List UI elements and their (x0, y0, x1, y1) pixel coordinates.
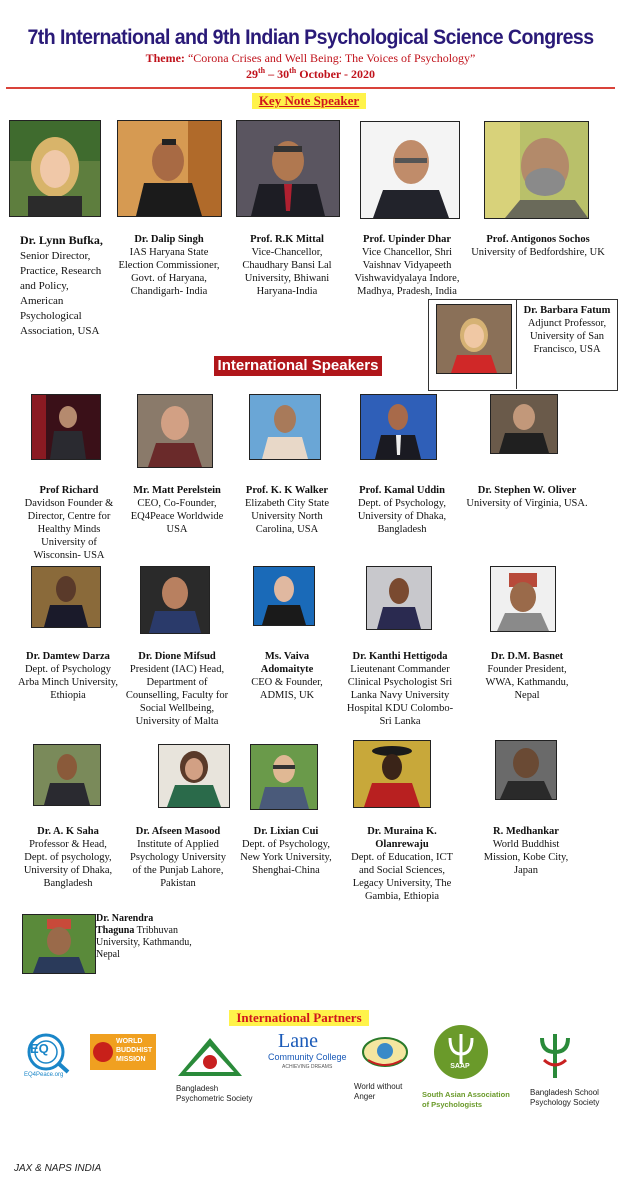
speaker-desc: Vice-Chancellor, Chaudhary Bansi Lal University, Bhiwani Haryana-India (242, 247, 332, 297)
speaker-desc: Elizabeth City State University North Carolina, USA (245, 498, 329, 535)
caption-matt-perelstein (124, 484, 230, 536)
speaker-desc: President (IAC) Head, Department of Counselling, Faculty for Social Wellbeing, University of Malta (125, 664, 229, 727)
wbm-line2: BUDDHIST (116, 1047, 153, 1054)
caption-lixian-cui (236, 825, 336, 877)
caption-ak-saha (18, 825, 118, 890)
photo-dalip-singh (117, 120, 222, 217)
speaker-name: Dr. Dalip Singh (134, 234, 204, 245)
lane-logo (268, 1030, 352, 1082)
wwa-label-line1: World without (354, 1082, 403, 1091)
speaker-desc: Dept. of Psychology, New York University, Shenghai-China (240, 839, 332, 876)
international-heading: International Speakers (214, 356, 382, 376)
keynote-heading: Key Note Speaker (252, 93, 366, 109)
speaker-name: Dr. D.M. Basnet (490, 651, 564, 662)
photo-kamal-uddin (360, 394, 437, 460)
photo-barbara-fatum (436, 304, 512, 374)
saap-label-line1: South Asian Association (422, 1090, 510, 1099)
speaker-name: R. Medhankar (493, 826, 559, 837)
speaker-desc: World Buddhist Mission, Kobe City, Japan (483, 839, 569, 876)
photo-vaiva-adomaityte (253, 566, 315, 626)
photo-kanthi-hettigoda (366, 566, 432, 630)
speaker-desc: Professor & Head, Dept. of psychology, University of Dhaka, Bangladesh (23, 839, 113, 889)
bps-label (176, 1084, 252, 1104)
caption-kanthi-hettigoda (344, 650, 456, 728)
caption-upinder-dhar (354, 233, 460, 298)
speaker-name: Dr. Lixian Cui (253, 826, 319, 837)
bsps-label-line2: Psychology Society (530, 1098, 600, 1107)
wwa-logo (360, 1034, 410, 1070)
wwa-label (354, 1082, 402, 1102)
saap-logo (432, 1024, 490, 1080)
photo-ak-saha (33, 744, 101, 806)
date-end-sup: th (289, 66, 297, 75)
caption-rk-mittal (235, 233, 339, 298)
caption-afseen-masood (126, 825, 230, 890)
speaker-name: Dr. Lynn Bufka, (20, 233, 103, 247)
speaker-desc: Vice Chancellor, Shri Vaishnav Vidyapeeth Vishwavidyalaya Indore, Madhya, Pradesh, India (354, 247, 460, 297)
speaker-name: Ms. Vaiva Adomaityte (260, 651, 314, 675)
speaker-name: Prof. Upinder Dhar (363, 234, 451, 245)
partners-heading: International Partners (229, 1010, 369, 1026)
speaker-name: Prof. Antigonos Sochos (486, 234, 590, 245)
caption-r-medhankar (474, 825, 578, 877)
speaker-name: Prof. Kamal Uddin (359, 485, 445, 496)
speaker-name: Dr. Muraina K. Olanrewaju (367, 826, 437, 850)
photo-stephen-oliver (490, 394, 558, 454)
bps-label-line2: Psychometric Society (176, 1094, 253, 1103)
caption-kk-walker (237, 484, 337, 536)
wbm-logo (90, 1034, 156, 1070)
caption-damtew-darza (18, 650, 118, 702)
photo-matt-perelstein (137, 394, 213, 468)
header-divider (6, 87, 615, 89)
caption-lynn-bufka (20, 233, 104, 339)
speaker-desc: Adjunct Professor, University of San Francisco, USA (527, 318, 607, 355)
theme-text: “Corona Crises and Well Being: The Voices of Psychology” (187, 51, 476, 65)
photo-dione-mifsud (140, 566, 210, 634)
speaker-name: Dr. Damtew Darza (26, 651, 110, 662)
photo-narendra-thaguna (22, 914, 96, 974)
eq4peace-logo-text: EQ (30, 1041, 49, 1056)
speaker-desc: Founder President, WWA, Kathmandu, Nepal (485, 664, 569, 701)
caption-narendra-thaguna (96, 913, 192, 961)
eq4peace-label: EQ4Peace.org (24, 1072, 64, 1078)
speaker-name: Dr. Afseen Masood (135, 826, 221, 837)
caption-stephen-oliver (466, 484, 588, 510)
bsps-label-line1: Bangladesh School (530, 1088, 599, 1097)
wwa-label-line2: Anger (354, 1092, 376, 1101)
speaker-name: Dr. Kanthi Hettigoda (352, 651, 448, 662)
theme-label: Theme: (145, 51, 185, 65)
photo-lynn-bufka (9, 120, 101, 217)
bsps-label (530, 1088, 599, 1108)
date-start-sup: th (257, 66, 266, 75)
speaker-desc: Davidson Founder & Director, Centre for Healthy Minds University of Wisconsin- USA (24, 498, 114, 561)
speaker-desc: Institute of Applied Psychology University of the Punjab Lahore, Pakistan (130, 839, 226, 889)
photo-r-medhankar (495, 740, 557, 800)
speaker-desc: Dept. of Psychology, University of Dhaka, Bangladesh (357, 498, 447, 535)
wbm-line1: WORLD (116, 1038, 143, 1045)
lane-line2: Community College (268, 1052, 347, 1062)
bps-logo (176, 1036, 244, 1078)
saap-label (422, 1090, 510, 1110)
event-dates (0, 66, 621, 82)
date-start: 29 (245, 67, 258, 81)
photo-richard-davidson (31, 394, 101, 460)
photo-dm-basnet (490, 566, 556, 632)
caption-dione-mifsud (124, 650, 230, 728)
caption-muraina-olanrewaju (344, 825, 460, 903)
photo-muraina-olanrewaju (353, 740, 431, 808)
speaker-desc: IAS Haryana State Election Commissioner, Govt. of Haryana, Chandigarh- India (118, 247, 220, 297)
photo-kk-walker (249, 394, 321, 460)
speaker-name: Prof. K. K Walker (245, 485, 329, 496)
speaker-desc: Lieutenant Commander Clinical Psychologist Sri Lanka Navy University Hospital KDU Colombo-Sri Lanka (346, 664, 454, 727)
lane-word: Lane (278, 1030, 318, 1052)
speaker-name: Dr. Stephen W. Oliver (477, 485, 577, 496)
bps-label-line1: Bangladesh (176, 1084, 219, 1093)
caption-richard-davidson (20, 484, 118, 562)
speaker-desc: Dept. of Education, ICT and Social Sciences, Legacy University, The Gambia, Ethiopia (351, 852, 453, 902)
theme-line (0, 51, 621, 66)
speaker-desc: Tribhuvan University, Kathmandu, Nepal (96, 925, 192, 960)
photo-antigonos-sochos (484, 121, 589, 219)
speaker-name: Prof. R.K Mittal (250, 234, 324, 245)
speaker-desc: University of Bedfordshire, UK (471, 247, 605, 258)
speaker-name: Dr. Barbara Fatum (523, 305, 611, 316)
speaker-desc: CEO, Co-Founder, EQ4Peace Worldwide USA (130, 498, 224, 535)
photo-upinder-dhar (360, 121, 460, 219)
caption-vaiva-adomaityte (238, 650, 336, 702)
barbara-box-divider (516, 299, 517, 389)
speaker-name: Dr. Dione Mifsud (138, 651, 216, 662)
caption-dm-basnet (474, 650, 580, 702)
caption-antigonos-sochos (470, 233, 606, 259)
speaker-desc: CEO & Founder, ADMIS, UK (251, 677, 323, 701)
date-rest: October - 2020 (296, 67, 375, 81)
speaker-desc: University of Virginia, USA. (466, 498, 588, 509)
photo-rk-mittal (236, 120, 340, 217)
speaker-desc: Dept. of Psychology Arba Minch University, Ethiopia (18, 664, 118, 701)
speaker-name: Prof Richard (39, 485, 99, 496)
speaker-name: Dr. A. K Saha (37, 826, 99, 837)
photo-lixian-cui (250, 744, 318, 810)
caption-barbara-fatum (520, 304, 614, 356)
speaker-name: Dr. Narendra Thaguna (96, 913, 154, 936)
caption-kamal-uddin (348, 484, 456, 536)
page-title: 7th International and 9th Indian Psychological Science Congress (27, 26, 594, 49)
wbm-line3: MISSION (116, 1056, 146, 1063)
saap-logo-text: SAAP (450, 1063, 470, 1070)
caption-dalip-singh (116, 233, 222, 298)
saap-label-line2: of Psychologists (422, 1100, 483, 1109)
speaker-name: Mr. Matt Perelstein (133, 485, 221, 496)
bsps-logo (532, 1030, 578, 1082)
footer-credit: JAX & NAPS INDIA (14, 1163, 102, 1174)
photo-damtew-darza (31, 566, 101, 628)
speaker-desc: Senior Director, Practice, Research and Policy, American Psychological Association, USA (20, 250, 102, 337)
lane-line3: ACHIEVING DREAMS (282, 1064, 333, 1070)
date-sep: – 30 (265, 67, 290, 81)
photo-afseen-masood (158, 744, 230, 808)
